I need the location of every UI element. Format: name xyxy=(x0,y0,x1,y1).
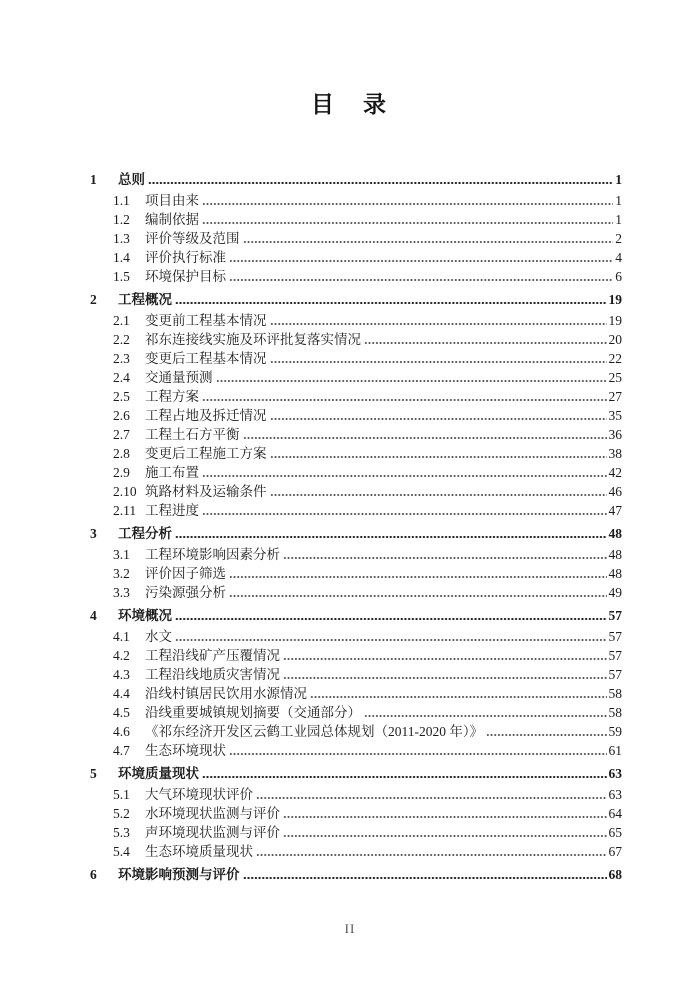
toc-entry-number: 5 xyxy=(90,766,97,781)
dot-leader xyxy=(256,797,607,799)
dot-leader xyxy=(486,734,606,736)
toc-entry-page: 57 xyxy=(608,648,622,663)
toc-entry[interactable] xyxy=(90,368,622,387)
toc-entry-number: 5.1 xyxy=(113,787,130,802)
toc-entry[interactable] xyxy=(90,444,622,463)
toc-entry-number: 2.11 xyxy=(113,503,137,518)
toc-entry-page: 57 xyxy=(608,629,622,644)
toc-entry-page: 36 xyxy=(608,427,622,442)
toc-entry[interactable] xyxy=(90,684,622,703)
toc-entry-page: 68 xyxy=(608,867,622,882)
toc-entry-number: 4.7 xyxy=(113,743,130,758)
dot-leader xyxy=(216,380,607,382)
toc-entry-title: 声环境现状监测与评价 xyxy=(145,825,280,840)
toc-entry-title: 项目由来 xyxy=(145,193,199,208)
toc-entry-number: 4.6 xyxy=(113,724,130,739)
toc-entry-page: 1 xyxy=(615,212,622,227)
dot-leader xyxy=(270,418,607,420)
toc-entry-title: 编制依据 xyxy=(145,212,199,227)
toc-entry-page: 1 xyxy=(615,172,622,187)
toc-entry-title: 大气环境现状评价 xyxy=(145,787,253,802)
toc-entry[interactable] xyxy=(90,425,622,444)
toc-entry-number: 2.6 xyxy=(113,408,130,423)
toc-entry-page: 4 xyxy=(615,250,622,265)
dot-leader xyxy=(175,302,607,304)
toc-entry-title: 生态环境现状 xyxy=(145,743,226,758)
toc-entry[interactable] xyxy=(90,463,622,482)
toc-entry-number: 3.3 xyxy=(113,585,130,600)
toc-entry[interactable] xyxy=(90,564,622,583)
toc-entry[interactable] xyxy=(90,387,622,406)
dot-leader xyxy=(229,279,613,281)
toc-entry-number: 1.2 xyxy=(113,212,130,227)
toc-entry-page: 20 xyxy=(608,332,622,347)
toc-entry[interactable] xyxy=(90,842,622,861)
toc-entry-title: 工程沿线地质灾害情况 xyxy=(145,667,280,682)
toc-entry-page: 38 xyxy=(608,446,622,461)
toc-entry-page: 6 xyxy=(615,269,622,284)
toc-entry-page: 2 xyxy=(615,231,622,246)
toc-entry-title: 《祁东经济开发区云鹤工业园总体规划（2011-2020 年）》 xyxy=(145,724,484,739)
dot-leader xyxy=(270,361,607,363)
toc-entry-title: 工程环境影响因素分析 xyxy=(145,547,280,562)
toc-entry[interactable] xyxy=(90,290,622,309)
toc-entry[interactable] xyxy=(90,170,622,189)
toc-entry-title: 水环境现状监测与评价 xyxy=(145,806,280,821)
toc-entry[interactable] xyxy=(90,210,622,229)
toc-entry-page: 61 xyxy=(608,743,622,758)
dot-leader xyxy=(148,182,613,184)
dot-leader xyxy=(243,241,614,243)
dot-leader xyxy=(202,513,607,515)
toc-entry-page: 57 xyxy=(608,667,622,682)
toc-entry-page: 1 xyxy=(615,193,622,208)
toc-entry-page: 63 xyxy=(608,787,622,802)
toc-entry[interactable] xyxy=(90,665,622,684)
toc-entry-title: 总则 xyxy=(118,172,145,187)
toc-entry-number: 2.1 xyxy=(113,313,130,328)
toc-entry[interactable] xyxy=(90,501,622,520)
toc-entry[interactable] xyxy=(90,785,622,804)
toc-entry-page: 65 xyxy=(608,825,622,840)
toc-entry-number: 3 xyxy=(90,526,97,541)
toc-entry-title: 工程概况 xyxy=(118,292,172,307)
dot-leader xyxy=(175,639,607,641)
toc-entry-number: 1.1 xyxy=(113,193,130,208)
toc-entry-page: 46 xyxy=(608,484,622,499)
toc-entry-number: 4.5 xyxy=(113,705,130,720)
table-of-contents xyxy=(90,166,622,886)
dot-leader xyxy=(243,877,607,879)
toc-entry-page: 67 xyxy=(608,844,622,859)
toc-entry[interactable] xyxy=(90,583,622,602)
toc-entry-number: 3.2 xyxy=(113,566,130,581)
toc-entry-title: 生态环境质量现状 xyxy=(145,844,253,859)
toc-entry-title: 工程土石方平衡 xyxy=(145,427,240,442)
dot-leader xyxy=(364,342,607,344)
toc-entry-number: 5.2 xyxy=(113,806,130,821)
toc-entry-number: 4.1 xyxy=(113,629,130,644)
dot-leader xyxy=(283,835,607,837)
dot-leader xyxy=(202,203,613,205)
toc-entry-number: 5.3 xyxy=(113,825,130,840)
toc-entry-title: 环境质量现状 xyxy=(118,766,199,781)
toc-entry-page: 48 xyxy=(608,547,622,562)
toc-entry-number: 2.3 xyxy=(113,351,130,366)
toc-entry-title: 工程进度 xyxy=(145,503,199,518)
toc-entry-number: 2.2 xyxy=(113,332,130,347)
dot-leader xyxy=(283,677,607,679)
toc-entry-title: 工程分析 xyxy=(118,526,172,541)
dot-leader xyxy=(283,658,607,660)
toc-entry-title: 施工布置 xyxy=(145,465,199,480)
toc-entry[interactable] xyxy=(90,764,622,783)
toc-entry-number: 3.1 xyxy=(113,547,130,562)
toc-entry-page: 22 xyxy=(608,351,622,366)
dot-leader xyxy=(256,854,607,856)
dot-leader xyxy=(175,536,607,538)
toc-entry-page: 35 xyxy=(608,408,622,423)
dot-leader xyxy=(229,753,607,755)
toc-entry-page: 58 xyxy=(608,686,622,701)
toc-entry[interactable] xyxy=(90,330,622,349)
toc-entry[interactable] xyxy=(90,865,622,884)
toc-entry-page: 19 xyxy=(608,292,622,307)
dot-leader xyxy=(202,399,607,401)
toc-entry-title: 工程方案 xyxy=(145,389,199,404)
toc-entry-number: 1.3 xyxy=(113,231,130,246)
dot-leader xyxy=(310,696,607,698)
toc-entry[interactable] xyxy=(90,646,622,665)
toc-entry-title: 环境概况 xyxy=(118,608,172,623)
toc-entry-title: 污染源强分析 xyxy=(145,585,226,600)
toc-entry-page: 42 xyxy=(608,465,622,480)
toc-entry-number: 1.4 xyxy=(113,250,130,265)
toc-entry[interactable] xyxy=(90,191,622,210)
toc-entry-number: 5.4 xyxy=(113,844,130,859)
dot-leader xyxy=(229,576,607,578)
toc-entry[interactable] xyxy=(90,524,622,543)
toc-entry-title: 评价等级及范围 xyxy=(145,231,240,246)
toc-entry-number: 6 xyxy=(90,867,97,882)
toc-entry-number: 2 xyxy=(90,292,97,307)
toc-entry[interactable] xyxy=(90,349,622,368)
footer-page-number: II xyxy=(344,921,356,936)
toc-entry-page: 27 xyxy=(608,389,622,404)
dot-leader xyxy=(270,456,607,458)
toc-entry-number: 4.4 xyxy=(113,686,130,701)
page-title: 目 录 xyxy=(311,92,389,117)
toc-entry-title: 祁东连接线实施及环评批复落实情况 xyxy=(145,332,361,347)
toc-entry-page: 47 xyxy=(608,503,622,518)
toc-entry-title: 筑路材料及运输条件 xyxy=(145,484,267,499)
toc-entry[interactable] xyxy=(90,545,622,564)
toc-entry-title: 交通量预测 xyxy=(145,370,213,385)
toc-entry-number: 2.7 xyxy=(113,427,130,442)
toc-entry-page: 49 xyxy=(608,585,622,600)
toc-entry-page: 58 xyxy=(608,705,622,720)
toc-entry[interactable] xyxy=(90,248,622,267)
toc-entry[interactable] xyxy=(90,804,622,823)
toc-entry-title: 变更后工程基本情况 xyxy=(145,351,267,366)
toc-entry-page: 59 xyxy=(608,724,622,739)
toc-entry-page: 57 xyxy=(608,608,622,623)
toc-entry-title: 沿线村镇居民饮用水源情况 xyxy=(145,686,307,701)
toc-entry-page: 48 xyxy=(608,566,622,581)
toc-entry-number: 2.9 xyxy=(113,465,130,480)
toc-entry-number: 4 xyxy=(90,608,97,623)
toc-entry-page: 63 xyxy=(608,766,622,781)
dot-leader xyxy=(229,260,613,262)
toc-entry-title: 环境保护目标 xyxy=(145,269,226,284)
toc-entry-number: 1 xyxy=(90,172,97,187)
dot-leader xyxy=(270,323,607,325)
toc-entry-title: 变更前工程基本情况 xyxy=(145,313,267,328)
toc-entry[interactable] xyxy=(90,482,622,501)
dot-leader xyxy=(243,437,607,439)
toc-entry-number: 2.8 xyxy=(113,446,130,461)
toc-entry[interactable] xyxy=(90,741,622,760)
toc-entry-page: 64 xyxy=(608,806,622,821)
dot-leader xyxy=(202,475,607,477)
toc-entry-title: 工程沿线矿产压覆情况 xyxy=(145,648,280,663)
dot-leader xyxy=(229,595,607,597)
dot-leader xyxy=(202,222,613,224)
toc-entry-title: 环境影响预测与评价 xyxy=(118,867,240,882)
toc-entry[interactable] xyxy=(90,406,622,425)
toc-entry-title: 变更后工程施工方案 xyxy=(145,446,267,461)
toc-entry[interactable] xyxy=(90,823,622,842)
toc-entry-number: 1.5 xyxy=(113,269,130,284)
toc-entry-number: 4.3 xyxy=(113,667,130,682)
toc-entry[interactable] xyxy=(90,722,622,741)
toc-entry[interactable] xyxy=(90,606,622,625)
toc-entry-title: 工程占地及拆迁情况 xyxy=(145,408,267,423)
toc-entry-page: 19 xyxy=(608,313,622,328)
toc-entry-title: 评价因子筛选 xyxy=(145,566,226,581)
toc-entry-page: 25 xyxy=(608,370,622,385)
toc-entry-title: 水文 xyxy=(145,629,172,644)
toc-entry-title: 评价执行标准 xyxy=(145,250,226,265)
toc-entry-number: 2.4 xyxy=(113,370,130,385)
dot-leader xyxy=(175,618,607,620)
toc-entry-number: 2.10 xyxy=(113,484,137,499)
toc-entry-number: 2.5 xyxy=(113,389,130,404)
toc-entry[interactable] xyxy=(90,267,622,286)
toc-entry-number: 4.2 xyxy=(113,648,130,663)
toc-entry[interactable] xyxy=(90,229,622,248)
toc-entry-page: 48 xyxy=(608,526,622,541)
toc-entry[interactable] xyxy=(90,311,622,330)
dot-leader xyxy=(283,816,607,818)
toc-entry-title: 沿线重要城镇规划摘要（交通部分） xyxy=(145,705,361,720)
dot-leader xyxy=(364,715,607,717)
dot-leader xyxy=(270,494,607,496)
toc-entry[interactable] xyxy=(90,627,622,646)
dot-leader xyxy=(283,557,607,559)
dot-leader xyxy=(202,776,607,778)
toc-entry[interactable] xyxy=(90,703,622,722)
